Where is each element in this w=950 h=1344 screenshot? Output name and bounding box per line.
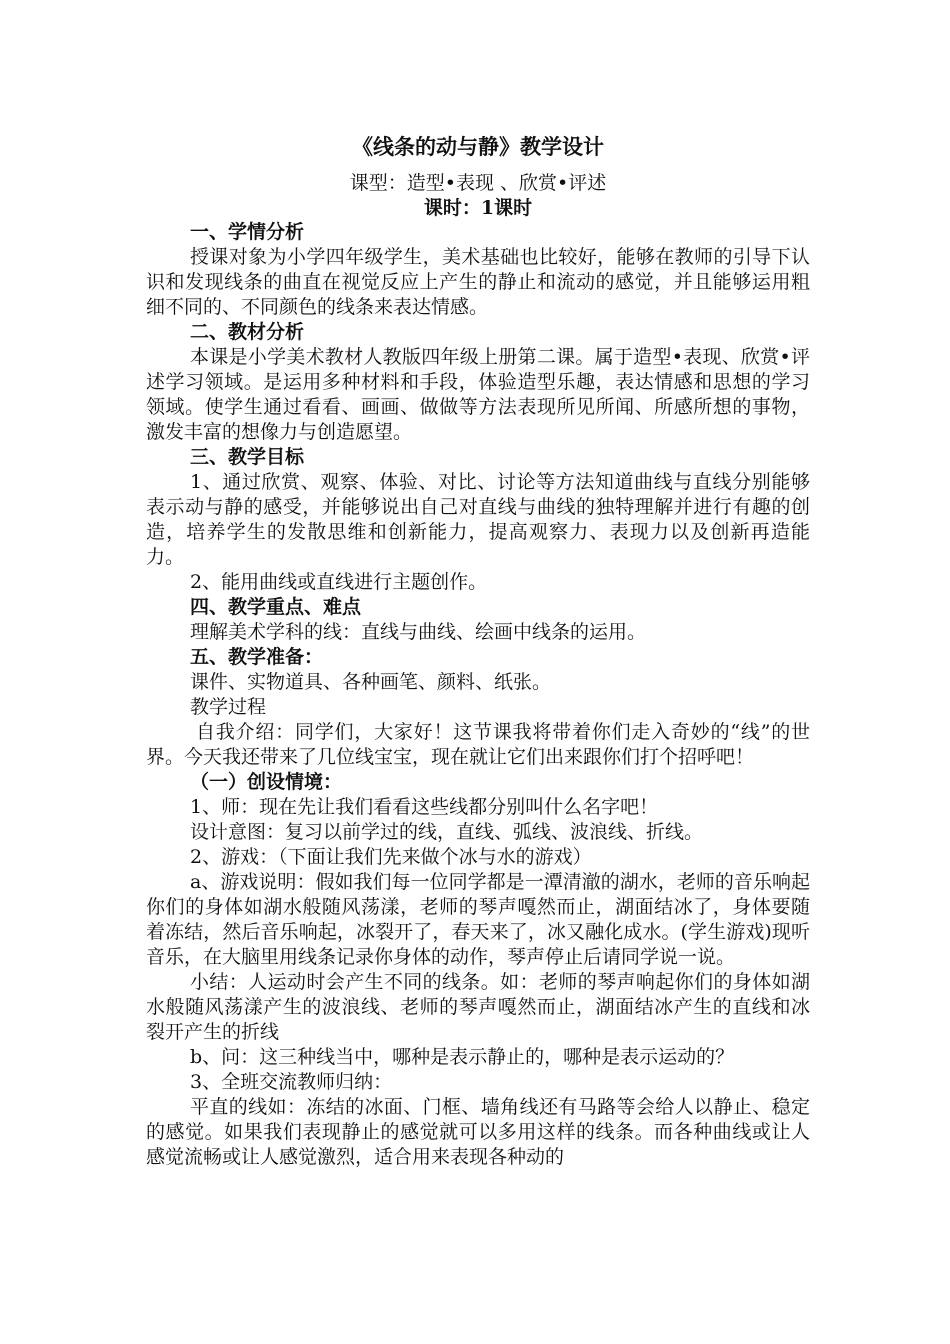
lesson-type: 课型：造型•表现 、欣赏•评述 <box>349 172 607 194</box>
lesson-duration: 课时：1课时 <box>423 197 533 219</box>
paragraph: a、游戏说明：假如我们每一位同学都是一潭清澈的湖水，老师的音乐响起你们的身体如湖水般随风荡漾，老师的琴声嘎然而止，湖面结冰了，身体要随着冻结，然后音乐响起，冰裂开了，春天来了，冰又融化成水。(学生游戏)现听音乐，在大脑里用线条记录你身体的动作，琴声停止后请同学说一说。 <box>146 871 810 968</box>
objective-2: 2、能用曲线或直线进行主题创作。 <box>190 571 488 593</box>
self-introduction: 自我介绍：同学们，大家好！这节课我将带着你们走入奇妙的“线”的世界。今天我还带来了几位线宝宝，现在就让它们出来跟你们打个招呼吧！ <box>146 721 810 768</box>
objective-1: 1、通过欣赏、观察、体验、对比、讨论等方法知道曲线与直线分别能够表示动与静的感受，并能够说出自己对直线与曲线的独特理解并进行有趣的创造，培养学生的发散思维和创新能力，提高观察力、表现力以及创新再造能力。 <box>146 471 810 568</box>
section-heading-preparation: 五、教学准备： <box>190 646 324 668</box>
paragraph: 平直的线如：冻结的冰面、门框、墙角线还有马路等会给人以静止、稳定的感觉。如果我们表现静止的感觉就可以多用这样的线条。而各种曲线或让人感觉流畅或让人感觉激烈，适合用来表现各种动的 <box>146 1096 810 1168</box>
paragraph: 设计意图：复习以前学过的线，直线、弧线、波浪线、折线。 <box>190 821 704 843</box>
section-heading-objectives: 三、教学目标 <box>190 446 305 468</box>
document-title: 《线条的动与静》教学设计 <box>352 134 604 159</box>
paragraph: 1、师：现在先让我们看看这些线都分别叫什么名字吧！ <box>190 796 659 818</box>
preparation-text: 课件、实物道具、各种画笔、颜料、纸张。 <box>190 671 552 693</box>
teaching-process-label: 教学过程 <box>190 696 267 718</box>
section-heading-material-analysis: 二、教材分析 <box>190 321 305 343</box>
paragraph: 2、游戏：（下面让我们先来做个冰与水的游戏） <box>190 846 592 868</box>
paragraph: b、问：这三种线当中，哪种是表示静止的，哪种是表示运动的？ <box>190 1046 735 1068</box>
paragraph: 3、全班交流教师归纳： <box>190 1071 393 1093</box>
material-analysis-text: 本课是小学美术教材人教版四年级上册第二课。属于造型•表现、欣赏•评述学习领域。是运用多种材料和手段，体验造型乐趣，表达情感和思想的学习领域。使学生通过看看、画画、做做等方法表现所见所闻、所感所想的事物，激发丰富的想像力与创造愿望。 <box>146 346 810 443</box>
learner-analysis-text: 授课对象为小学四年级学生，美术基础也比较好，能够在教师的引导下认识和发现线条的曲直在视觉反应上产生的静止和流动的感觉，并且能够运用粗细不同的、不同颜色的线条来表达情感。 <box>146 246 810 318</box>
part1-heading: （一）创设情境： <box>190 771 343 793</box>
document-page <box>146 130 810 1170</box>
key-points-text: 理解美术学科的线：直线与曲线、绘画中线条的运用。 <box>190 621 647 643</box>
section-heading-key-points: 四、教学重点、难点 <box>190 596 362 618</box>
section-heading-learner-analysis: 一、学情分析 <box>190 221 305 243</box>
paragraph: 小结：人运动时会产生不同的线条。如：老师的琴声响起你们的身体如湖水般随风荡漾产生的波浪线、老师的琴声嘎然而止，湖面结冰产生的直线和冰裂开产生的折线 <box>146 971 810 1043</box>
